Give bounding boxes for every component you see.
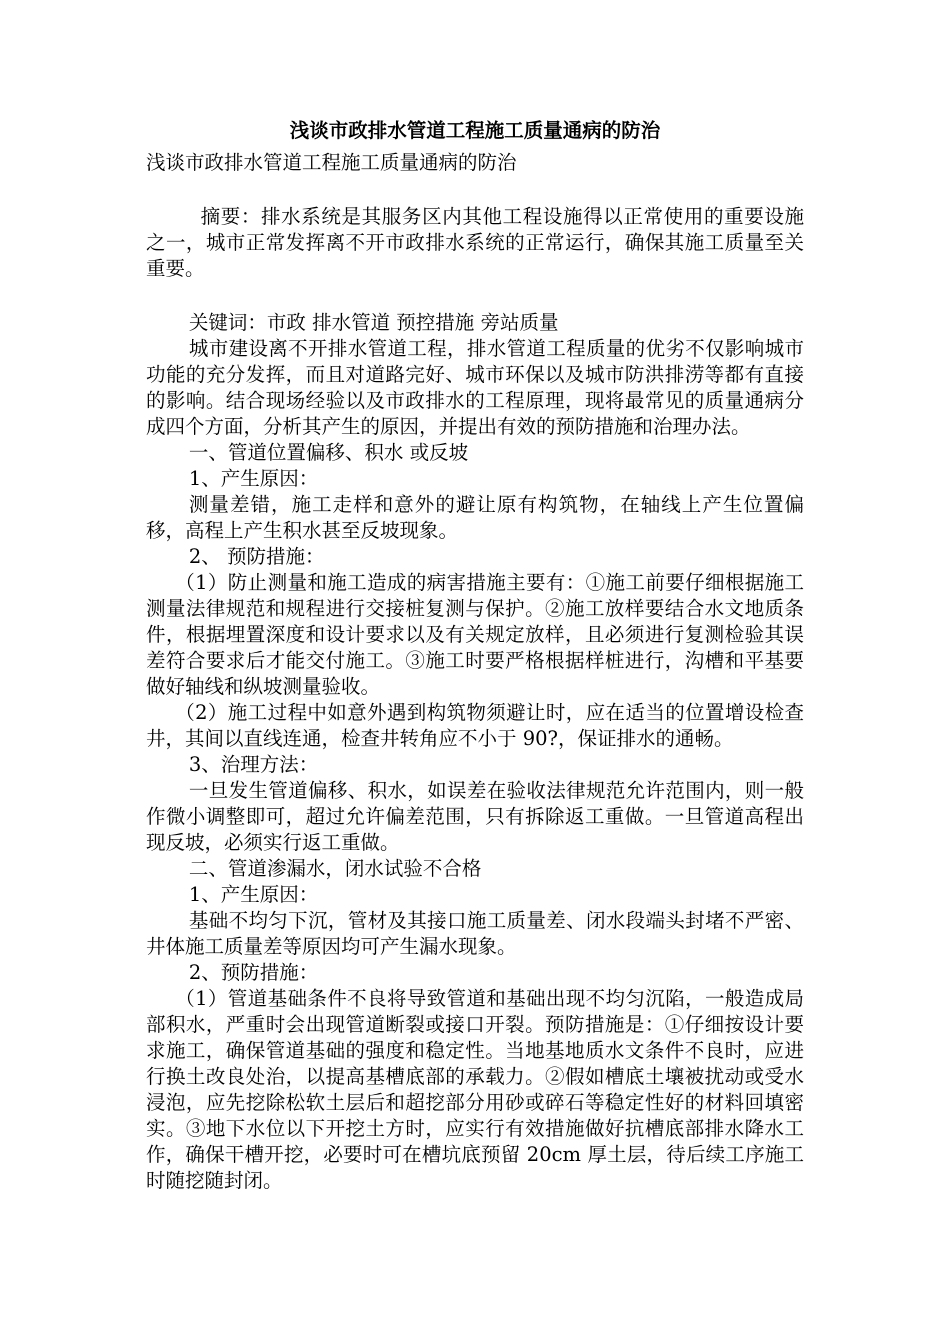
section-heading: 二、管道渗漏水，闭水试验不合格 [188, 857, 482, 880]
body-paragraph: （2）施工过程中如意外遇到构筑物须避让时，应在适当的位置增设检查井，其间以直线连通，检查井转角应不小于 90?，保证排水的通畅。 [146, 701, 804, 750]
document-title: 浅谈市政排水管道工程施工质量通病的防治 [289, 119, 661, 142]
body-paragraph: 基础不均匀下沉，管材及其接口施工质量差、闭水段端头封堵不严密、井体施工质量差等原因均可产生漏水现象。 [146, 909, 804, 958]
body-paragraph: （1）防止测量和施工造成的病害措施主要有：①施工前要仔细根据施工测量法律规范和规程进行交接桩复测与保护。②施工放样要结合水文地质条件，根据埋置深度和设计要求以及有关规定放样，且必须进行复测检验其误差符合要求后才能交付施工。③施工时要严格根据样桩进行，沟槽和平基要做好轴线和纵坡测量验收。 [146, 571, 804, 698]
subsection-heading: 3、治理方法： [188, 753, 319, 776]
document-subtitle: 浅谈市政排水管道工程施工质量通病的防治 [146, 151, 517, 174]
body-paragraph: 一旦发生管道偏移、积水，如误差在验收法律规范允许范围内，则一般作微小调整即可，超过允许偏差范围，只有拆除返工重做。一旦管道高程出现反坡，必须实行返工重做。 [146, 779, 804, 854]
abstract-paragraph: 摘要：排水系统是其服务区内其他工程设施得以正常使用的重要设施之一，城市正常发挥离不开市政排水系统的正常运行，确保其施工质量至关重要。 [146, 205, 804, 280]
body-paragraph: （1）管道基础条件不良将导致管道和基础出现不均匀沉陷，一般造成局部积水，严重时会出现管道断裂或接口开裂。预防措施是：①仔细按设计要求施工，确保管道基础的强度和稳定性。当地基地质水文条件不良时，应进行换土改良处治，以提高基槽底部的承载力。②假如槽底土壤被扰动或受水浸泡，应先挖除松软土层后和超挖部分用砂或碎石等稳定性好的材料回填密实。③地下水位以下开挖土方时，应实行有效措施做好抗槽底部排水降水工作，确保干槽开挖，必要时可在槽坑底预留 20cm 厚土层，待后续工序施工时随挖随封闭。 [146, 987, 804, 1192]
keywords-line: 关键词：市政 排水管道 预控措施 旁站质量 [188, 311, 559, 334]
body-paragraph: 测量差错，施工走样和意外的避让原有构筑物，在轴线上产生位置偏移，高程上产生积水甚至反坡现象。 [146, 493, 804, 542]
document-body [146, 118, 804, 1194]
subsection-heading: 2、 预防措施： [188, 545, 325, 568]
section-heading: 一、管道位置偏移、积水 或反坡 [188, 441, 469, 464]
subsection-heading: 2、预防措施： [188, 961, 319, 984]
subsection-heading: 1、产生原因： [188, 467, 319, 490]
body-paragraph: 城市建设离不开排水管道工程，排水管道工程质量的优劣不仅影响城市功能的充分发挥，而且对道路完好、城市环保以及城市防洪排涝等都有直接的影响。结合现场经验以及市政排水的工程原理，现将最常见的质量通病分成四个方面，分析其产生的原因，并提出有效的预防措施和治理办法。 [146, 337, 804, 438]
subsection-heading: 1、产生原因： [188, 883, 319, 906]
